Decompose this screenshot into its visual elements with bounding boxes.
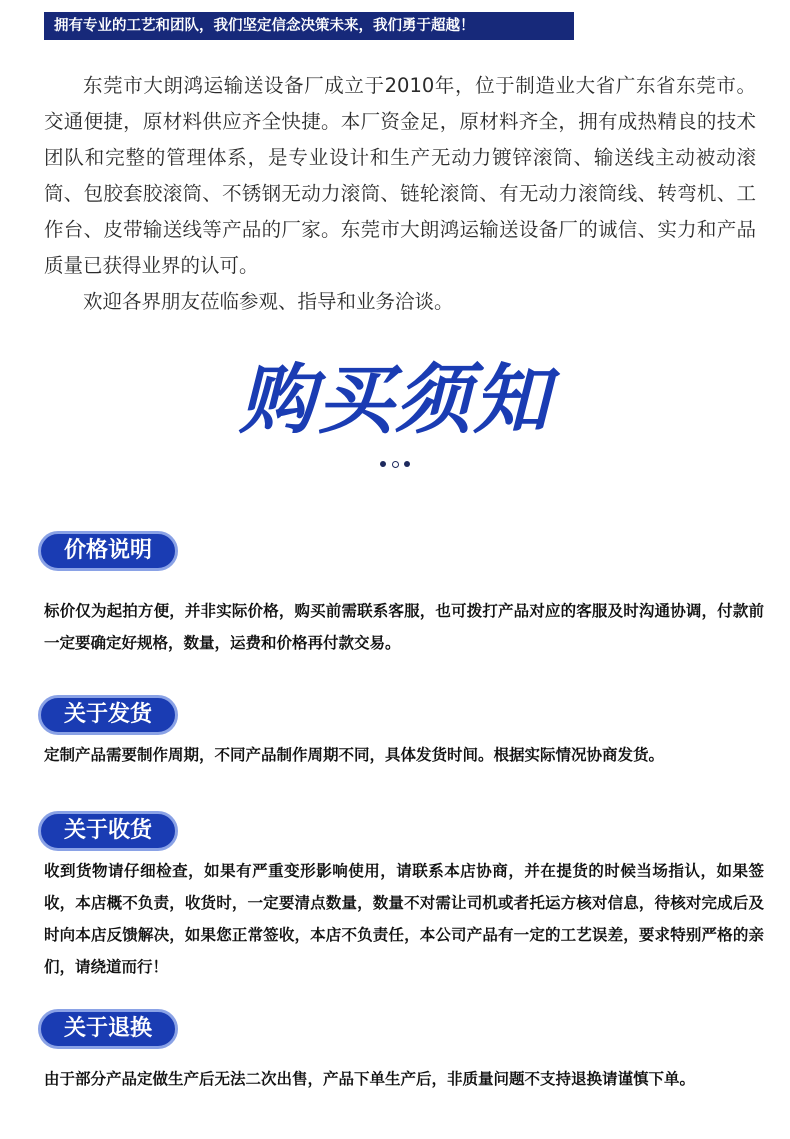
section-heading-returns: 关于退换 [38,1009,178,1049]
section-body-receiving: 收到货物请仔细检查，如果有严重变形影响使用，请联系本店协商，并在提货的时候当场指认，如果签收，本店概不负责，收货时，一定要清点数量，数量不对需让司机或者托运方核对信息，待核对完成后及时向本店反馈解决，如果您正常签收，本店不负责任，本公司产品有一定的工艺误差，要求特别严格的亲们，请绕道而行！ [44,862,764,976]
company-intro [44,68,756,320]
section-heading-price: 价格说明 [38,531,178,571]
section-body-returns: 由于部分产品定做生产后无法二次出售，产品下单生产后，非质量问题不支持退换请谨慎下单。 [44,1070,696,1088]
dot-hollow-icon [392,461,399,468]
dot-icon [380,461,386,467]
decorative-dots [378,459,418,469]
section-body-shipping: 定制产品需要制作周期，不同产品制作周期不同，具体发货时间。根据实际情况协商发货。 [44,746,665,764]
dot-icon [404,461,410,467]
top-banner: 拥有专业的工艺和团队，我们坚定信念决策未来，我们勇于超越！ [44,12,574,40]
section-body-price: 标价仅为起拍方便，并非实际价格，购买前需联系客服，也可拨打产品对应的客服及时沟通协调，付款前一定要确定好规格，数量，运费和价格再付款交易。 [44,602,764,652]
section-heading-receiving: 关于收货 [38,811,178,851]
intro-welcome: 欢迎各界朋友莅临参观、指导和业务洽谈。 [83,290,454,313]
purchase-notice-title: 购买须知 [239,355,551,444]
intro-paragraph: 东莞市大朗鸿运输送设备厂成立于2010年，位于制造业大省广东省东莞市。交通便捷，原材料供应齐全快捷。本厂资金足，原材料齐全，拥有成热精良的技术团队和完整的管理体系，是专业设计和生产无动力镀锌滚筒、输送线主动被动滚筒、包胶套胶滚筒、不锈钢无动力滚筒、链轮滚筒、有无动力滚筒线、转弯机、工作台、皮带输送线等产品的厂家。东莞市大朗鸿运输送设备厂的诚信、实力和产品质量已获得业界的认可。 [44,74,756,277]
section-heading-shipping: 关于发货 [38,695,178,735]
